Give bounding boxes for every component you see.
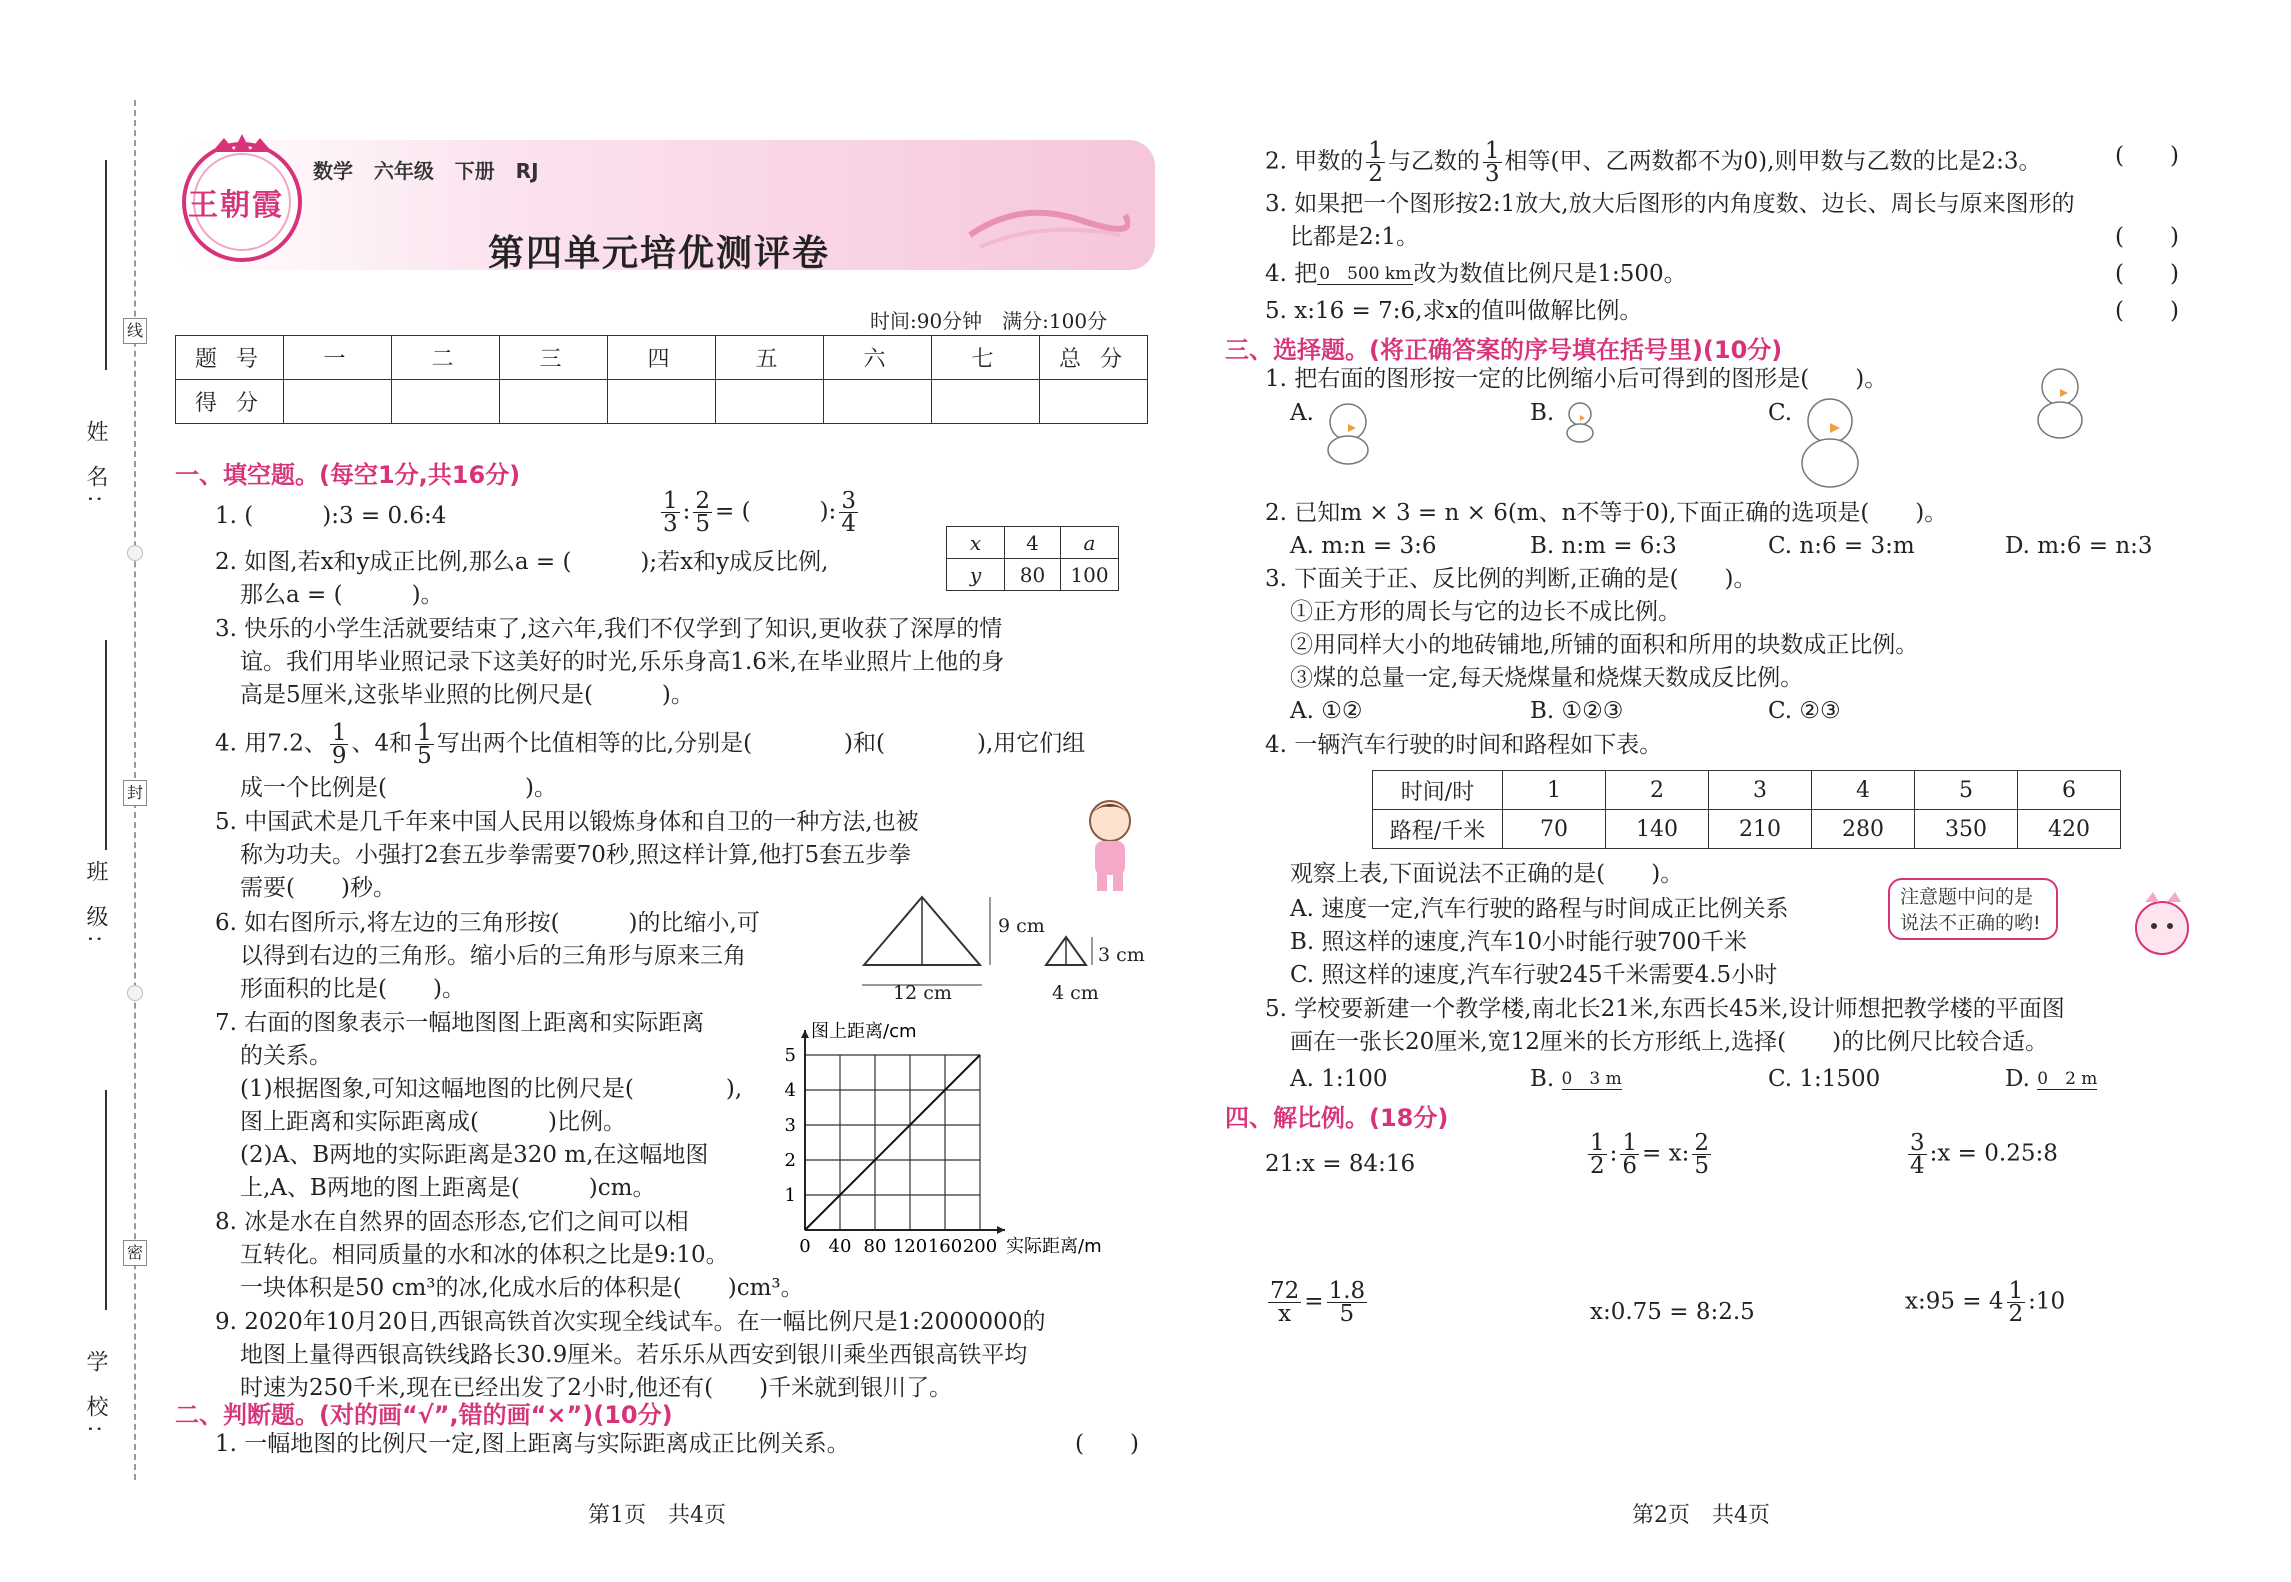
q1-5-line2: 称为功夫。小强打2套五步拳需要70秒,照这样计算,他打5套五步拳 xyxy=(240,842,912,868)
class-underline xyxy=(105,640,107,850)
subject: 数学 xyxy=(313,159,353,183)
q3-3-opt-b[interactable]: B. ①②③ xyxy=(1530,698,1624,724)
volume: 下册 xyxy=(454,159,495,183)
q2-4-text-b: 改为数值比例尺是1:500。 xyxy=(1413,261,1687,287)
eq6-b: :10 xyxy=(2028,1288,2066,1315)
boy-illustration xyxy=(1075,795,1145,895)
score-cell: 一 xyxy=(284,336,392,380)
car-cell: 140 xyxy=(1606,810,1709,849)
q2-5: 5. x:16 = 7:6,求x的值叫做解比例。 xyxy=(1265,298,1643,324)
q1b-mid: = ( ): xyxy=(715,498,837,525)
eq2-mid: = x: xyxy=(1642,1140,1690,1167)
denominator: 9 xyxy=(331,743,347,769)
q1-6-line2: 以得到右边的三角形。缩小后的三角形与原来三角 xyxy=(240,943,746,969)
binding-hole xyxy=(127,985,143,1001)
q1-3-line3: 高是5厘米,这张毕业照的比例尺是( )。 xyxy=(240,682,694,708)
q3-2-opt-b[interactable]: B. n:m = 6:3 xyxy=(1530,533,1677,559)
q3-3-opt-a[interactable]: A. ①② xyxy=(1290,698,1363,724)
q2-5-bracket[interactable]: ( ) xyxy=(2115,298,2179,324)
close-box: 密 xyxy=(123,1240,147,1266)
tri-small-base: 4 cm xyxy=(1052,982,1099,1004)
score-input[interactable] xyxy=(1040,380,1148,424)
fraction xyxy=(1483,140,1502,185)
car-row-time xyxy=(1373,771,2121,810)
q3-4: 4. 一辆汽车行驶的时间和路程如下表。 xyxy=(1265,732,1663,758)
fraction xyxy=(693,490,712,535)
opt-b-label: B. xyxy=(1530,1066,1555,1092)
car-cell: 路程/千米 xyxy=(1373,810,1503,849)
q3-2-opt-c[interactable]: C. n:6 = 3:m xyxy=(1768,533,1915,559)
y-tick-label: 4 xyxy=(784,1080,796,1101)
denominator: 4 xyxy=(841,511,856,537)
q1-7-line5: (2)A、B两地的实际距离是320 m,在这幅地图 xyxy=(240,1142,709,1168)
q2-3-line1: 3. 如果把一个图形按2:1放大,放大后图形的内角度数、边长、周长与原来图形的 xyxy=(1265,191,2075,217)
q1-8-line1: 8. 冰是水在自然界的固态形态,它们之间可以相 xyxy=(215,1209,689,1235)
fraction xyxy=(1692,1132,1711,1177)
section1-heading: 一、填空题。(每空1分,共16分) xyxy=(175,461,521,489)
q1-7-line1: 7. 右面的图象表示一幅地图图上距离和实际距离 xyxy=(215,1010,705,1036)
denominator: 3 xyxy=(663,511,678,537)
numerator: 1.8 xyxy=(1328,1278,1366,1304)
q1-8-line3: 一块体积是50 cm³的冰,化成水后的体积是( )cm³。 xyxy=(240,1275,804,1301)
denominator: 6 xyxy=(1622,1153,1638,1179)
score-input[interactable] xyxy=(392,380,500,424)
x-axis-label: 实际距离/m xyxy=(1006,1236,1102,1257)
q1-2-line1: 2. 如图,若x和y成正比例,那么a = ( );若x和y成反比例, xyxy=(215,549,829,575)
opt-d-label: D. xyxy=(2005,1066,2030,1092)
numerator: 1 xyxy=(417,720,432,746)
hint-note: 注意题中问的是说法不正确的哟! xyxy=(1888,878,2058,940)
q3-4-ask: 观察上表,下面说法不正确的是( )。 xyxy=(1290,861,1684,887)
q3-1-opt-a[interactable]: A. xyxy=(1290,400,1314,426)
numerator: 2 xyxy=(1694,1130,1709,1156)
car-row-distance xyxy=(1373,810,2121,849)
q2-1-bracket[interactable]: ( ) xyxy=(1075,1431,1139,1457)
q3-4-opt-a[interactable]: A. 速度一定,汽车行驶的路程与时间成正比例关系 xyxy=(1290,896,1789,922)
section2-heading: 二、判断题。(对的画“√”,错的画“×”)(10分) xyxy=(175,1401,673,1429)
eq3-rest: :x = 0.25:8 xyxy=(1929,1140,2058,1167)
denominator: 5 xyxy=(1694,1153,1709,1179)
q1-9-line1: 9. 2020年10月20日,西银高铁首次实现全线试车。在一幅比例尺是1:2000000的 xyxy=(215,1309,1046,1335)
q1-6-line1: 6. 如右图所示,将左边的三角形按( )的比缩小,可 xyxy=(215,910,760,936)
numerator: 2 xyxy=(695,488,711,514)
q1-7-line3: (1)根据图象,可知这幅地图的比例尺是( ), xyxy=(240,1076,743,1102)
fraction xyxy=(1366,140,1385,185)
numerator: 1 xyxy=(1590,1130,1605,1156)
x-tick-label: 80 xyxy=(863,1236,887,1257)
tri-big-base: 12 cm xyxy=(893,982,952,1004)
q3-5-line2: 画在一张长20厘米,宽12厘米的长方形纸上,选择( )的比例尺比较合适。 xyxy=(1290,1029,2049,1055)
q1-1b: $\frac{1}{3}$ : $\frac{2}{5}$ = ( ): $\frac{3}{4}$ xyxy=(663,488,856,537)
xy-cell: a xyxy=(1061,527,1119,559)
name-label: 姓 名: xyxy=(83,420,108,511)
line-scale: 0 2 m xyxy=(2037,1069,2098,1089)
name-underline xyxy=(105,160,107,370)
xy-cell: 80 xyxy=(1005,559,1061,591)
subject-line xyxy=(313,155,539,184)
q3-3-item1: ①正方形的周长与它的边长不成比例。 xyxy=(1290,599,1681,625)
denominator: 3 xyxy=(1484,161,1500,187)
denominator: 5 xyxy=(1339,1301,1355,1327)
q2-2 xyxy=(1265,140,2041,185)
q2-4-text-a: 4. 把 xyxy=(1265,261,1318,287)
school-underline xyxy=(105,1090,107,1310)
car-cell: 2 xyxy=(1606,771,1709,810)
x-tick-label: 160 xyxy=(927,1236,963,1257)
q1-6-line3: 形面积的比是( )。 xyxy=(240,976,465,1002)
duck-option-a xyxy=(1318,400,1378,470)
score-table xyxy=(175,335,1148,424)
q1-5-line3: 需要( )秒。 xyxy=(240,875,396,901)
score-input[interactable] xyxy=(608,380,716,424)
q1-1: 1. ( ):3 = 0.6:4 xyxy=(215,503,447,529)
q1-4-line1 xyxy=(215,722,1085,767)
duck-option-b xyxy=(1560,400,1600,450)
map-scale-chart xyxy=(780,1010,1140,1260)
class-label: 班 级: xyxy=(83,860,108,951)
q3-5-opt-b[interactable] xyxy=(1530,1063,1622,1096)
score-cell: 六 xyxy=(824,336,932,380)
numerator: 1 xyxy=(663,488,678,514)
q1-7-line4: 图上距离和实际距离成( )比例。 xyxy=(240,1109,626,1135)
numerator: 1 xyxy=(331,720,347,746)
eq6-a: x:95 = 4 xyxy=(1905,1288,2004,1315)
line-box: 线 xyxy=(123,318,147,344)
q1-3-line2: 谊。我们用毕业照记录下这美好的时光,乐乐身高1.6米,在毕业照片上他的身 xyxy=(240,649,1005,675)
numerator: 1 xyxy=(1368,138,1383,164)
denominator: 2 xyxy=(2008,1301,2024,1327)
q2-3-line2: 比都是2:1。 xyxy=(1290,224,1420,250)
eq4: $\frac{72}{x}$ = $\frac{1.8}{5}$ xyxy=(1270,1278,1366,1327)
q3-2: 2. 已知m × 3 = n × 6(m、n不等于0),下面正确的选项是( )。 xyxy=(1265,500,1948,526)
score-cell: 四 xyxy=(608,336,716,380)
score-cell: 题 号 xyxy=(176,336,284,380)
q3-3-item3: ③煤的总量一定,每天烧煤量和烧煤天数成反比例。 xyxy=(1290,665,1804,691)
q1-8-line2: 互转化。相同质量的水和冰的体积之比是9:10。 xyxy=(240,1242,729,1268)
q3-3-opt-c[interactable]: C. ②③ xyxy=(1768,698,1841,724)
y-tick-label: 1 xyxy=(784,1185,796,1206)
fraction xyxy=(1327,1280,1368,1325)
eq5: x:0.75 = 8:2.5 xyxy=(1590,1299,1755,1325)
y-axis-arrow xyxy=(801,1030,809,1038)
brand-name: 王朝霞 xyxy=(188,188,284,223)
car-table xyxy=(1372,770,2121,849)
q3-4-opt-c[interactable]: C. 照这样的速度,汽车行驶245千米需要4.5小时 xyxy=(1290,962,1778,988)
seal-box: 封 xyxy=(123,780,147,806)
numerator: 1 xyxy=(1622,1130,1638,1156)
q3-3-item2: ②用同样大小的地砖铺地,所铺的面积和所用的块数成正比例。 xyxy=(1290,632,1919,658)
line-scale: 0 500 km xyxy=(1319,264,1412,284)
q3-2-opt-d[interactable]: D. m:6 = n:3 xyxy=(2005,533,2153,559)
binding-hole xyxy=(127,545,143,561)
q1-5-line1: 5. 中国武术是几千年来中国人民用以锻炼身体和自卫的一种方法,也被 xyxy=(215,809,919,835)
car-cell: 420 xyxy=(2018,810,2121,849)
numerator: 72 xyxy=(1270,1278,1300,1304)
fraction xyxy=(1908,1132,1927,1177)
fraction xyxy=(330,722,349,767)
section3-heading: 三、选择题。(将正确答案的序号填在括号里)(10分) xyxy=(1225,336,1783,364)
data-line xyxy=(805,1055,980,1230)
q3-5-opt-d[interactable] xyxy=(2005,1063,2097,1096)
score-input[interactable] xyxy=(500,380,608,424)
car-cell: 70 xyxy=(1503,810,1606,849)
q3-1: 1. 把右面的图形按一定的比例缩小后可得到的图形是( )。 xyxy=(1265,366,1888,392)
q2-2-bracket[interactable]: ( ) xyxy=(2115,143,2179,169)
q3-5-opt-c[interactable]: C. 1:1500 xyxy=(1768,1066,1881,1092)
q1-7-line6: 上,A、B两地的图上距离是( )cm。 xyxy=(240,1175,656,1201)
car-cell: 6 xyxy=(2018,771,2121,810)
x-axis-arrow xyxy=(997,1226,1005,1234)
xy-cell: 4 xyxy=(1005,527,1061,559)
q1-9-line2: 地图上量得西银高铁线路长30.9厘米。若乐乐从西安到银川乘坐西银高铁平均 xyxy=(240,1342,1028,1368)
numerator: 1 xyxy=(1484,138,1500,164)
fraction xyxy=(1620,1132,1639,1177)
q2-2-text-c: 相等(甲、乙两数都不为0),则甲数与乙数的比是2:3。 xyxy=(1504,148,2042,175)
car-cell: 3 xyxy=(1709,771,1812,810)
score-cell: 五 xyxy=(716,336,824,380)
q1-7-line2: 的关系。 xyxy=(240,1043,332,1069)
car-cell: 5 xyxy=(1915,771,2018,810)
page-title: 第四单元培优测评卷 xyxy=(488,233,831,274)
score-input[interactable] xyxy=(932,380,1040,424)
xy-cell: 100 xyxy=(1061,559,1119,591)
tri-small-height: 3 cm xyxy=(1098,944,1145,966)
section4-heading: 四、解比例。(18分) xyxy=(1225,1104,1449,1132)
q4-text-c: 写出两个比值相等的比,分别是( )和( ),用它们组 xyxy=(436,730,1086,757)
car-cell: 210 xyxy=(1709,810,1812,849)
numerator: 3 xyxy=(841,488,856,514)
q2-2-text-a: 2. 甲数的 xyxy=(1265,148,1364,175)
y-tick-label: 5 xyxy=(784,1045,796,1066)
x-tick-label: 200 xyxy=(962,1236,998,1257)
score-cell: 总 分 xyxy=(1040,336,1148,380)
denominator: x xyxy=(1278,1301,1292,1327)
x-tick-label: 120 xyxy=(892,1236,928,1257)
denominator: 2 xyxy=(1368,161,1383,187)
fraction xyxy=(2007,1280,2026,1325)
decor-swirl xyxy=(960,195,1130,255)
x-tick-label: 0 xyxy=(799,1236,811,1257)
page-footer-left: 第1页 共4页 xyxy=(588,1503,726,1528)
xy-cell: y xyxy=(947,559,1005,591)
q3-1-opt-b[interactable]: B. xyxy=(1530,400,1555,426)
q3-5-opt-a[interactable]: A. 1:100 xyxy=(1290,1066,1388,1092)
fraction xyxy=(1588,1132,1607,1177)
car-cell: 4 xyxy=(1812,771,1915,810)
duck-option-c xyxy=(1795,395,1865,495)
eq3 xyxy=(1905,1132,2058,1177)
q3-1-opt-c[interactable]: C. xyxy=(1768,400,1793,426)
car-cell: 时间/时 xyxy=(1373,771,1503,810)
q2-2-text-b: 与乙数的 xyxy=(1387,148,1480,175)
page-footer-right: 第2页 共4页 xyxy=(1632,1503,1770,1528)
q4-text-a: 4. 用7.2、 xyxy=(215,730,327,757)
q3-4-opt-b[interactable]: B. 照这样的速度,汽车10小时能行驶700千米 xyxy=(1290,929,1748,955)
score-value-row xyxy=(176,380,1148,424)
fraction xyxy=(415,722,434,767)
duck-reference xyxy=(2030,365,2090,445)
score-cell: 二 xyxy=(392,336,500,380)
xy-cell: x xyxy=(947,527,1005,559)
q3-3: 3. 下面关于正、反比例的判断,正确的是( )。 xyxy=(1265,566,1757,592)
x-tick-label: 40 xyxy=(828,1236,852,1257)
score-input[interactable] xyxy=(716,380,824,424)
q2-4-bracket[interactable]: ( ) xyxy=(2115,261,2179,287)
car-cell: 1 xyxy=(1503,771,1606,810)
numerator: 1 xyxy=(2008,1278,2024,1304)
car-cell: 350 xyxy=(1915,810,2018,849)
denominator: 5 xyxy=(417,743,432,769)
q1-2-line2: 那么a = ( )。 xyxy=(240,582,444,608)
denominator: 2 xyxy=(1590,1153,1605,1179)
score-cell: 七 xyxy=(932,336,1040,380)
score-input[interactable] xyxy=(284,380,392,424)
y-axis-label: 图上距离/cm xyxy=(811,1021,917,1042)
q1-4-line2: 成一个比例是( )。 xyxy=(240,775,557,801)
y-tick-label: 2 xyxy=(784,1150,796,1171)
eq6 xyxy=(1905,1280,2065,1325)
y-tick-label: 3 xyxy=(784,1115,796,1136)
car-cell: 280 xyxy=(1812,810,1915,849)
q3-2-opt-a[interactable]: A. m:n = 3:6 xyxy=(1290,533,1437,559)
numerator: 3 xyxy=(1910,1130,1925,1156)
q1-9-line3: 时速为250千米,现在已经出发了2小时,他还有( )千米就到银川了。 xyxy=(240,1375,953,1401)
mascot-illustration xyxy=(2125,888,2200,968)
grade: 六年级 xyxy=(373,159,434,183)
fraction xyxy=(1268,1280,1301,1325)
xy-table xyxy=(946,526,1119,591)
tri-big-height: 9 cm xyxy=(998,915,1045,937)
line-scale: 0 3 m xyxy=(1561,1069,1622,1089)
time-info: 时间:90分钟 满分:100分 xyxy=(870,309,1108,333)
eq2: $\frac{1}{2}$ : $\frac{1}{6}$ = x: $\frac{2}{5}$ xyxy=(1590,1130,1709,1179)
edition: RJ xyxy=(515,159,539,183)
q2-4 xyxy=(1265,258,1687,291)
q4-text-b: 、4和 xyxy=(351,730,413,757)
score-input[interactable] xyxy=(824,380,932,424)
q3-5-line1: 5. 学校要新建一个教学楼,南北长21米,东西长45米,设计师想把教学楼的平面图 xyxy=(1265,996,2065,1022)
fraction xyxy=(839,490,858,535)
denominator: 4 xyxy=(1910,1153,1925,1179)
q2-1: 1. 一幅地图的比例尺一定,图上距离与实际距离成正比例关系。 xyxy=(215,1431,850,1457)
fraction xyxy=(661,490,680,535)
score-cell: 得 分 xyxy=(176,380,284,424)
school-label: 学 校: xyxy=(83,1350,108,1441)
q1-3-line1: 3. 快乐的小学生活就要结束了,这六年,我们不仅学到了知识,更收获了深厚的情 xyxy=(215,616,1003,642)
q2-3-bracket[interactable]: ( ) xyxy=(2115,224,2179,250)
score-cell: 三 xyxy=(500,336,608,380)
eq1: 21:x = 84:16 xyxy=(1265,1151,1416,1177)
score-header-row xyxy=(176,336,1148,380)
denominator: 5 xyxy=(695,511,711,537)
